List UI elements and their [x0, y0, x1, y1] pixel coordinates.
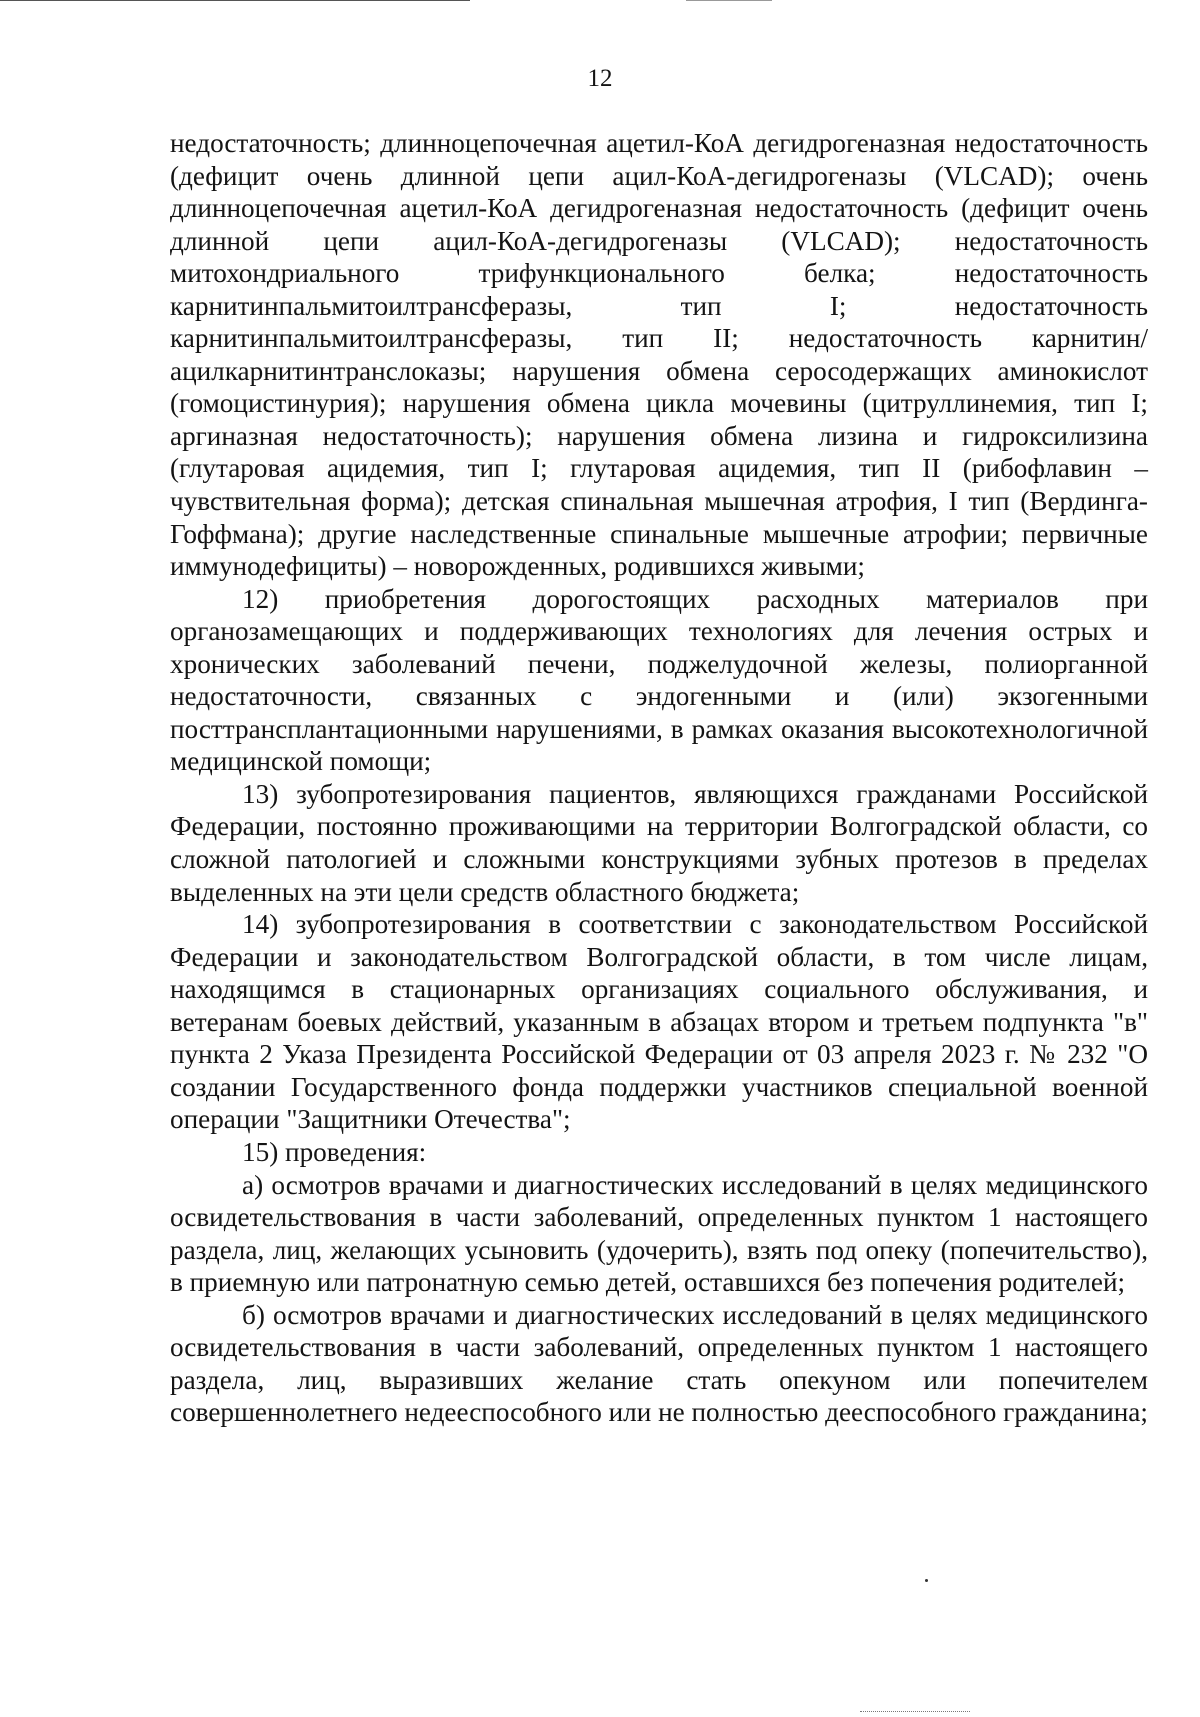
paragraph-item-13: 13) зубопротезирования пациентов, являющихся гражданами Российской Федерации, постоянно проживающими на территории Волгоградской области, со сложной патологией и сложными конструкциями зубных протезов в пределах выделенных на эти цели средств областного бюджета;: [170, 778, 1148, 907]
scan-edge-line-left: [0, 0, 470, 1]
paragraph-item-14: 14) зубопротезирования в соответствии с законодательством Российской Федерации и законодательством Волгоградской области, в том числе лицам, находящимся в стационарных организациях социального обслуживания, и ветеранам боевых действий, указанным в абзацах втором и третьем подпункта "в" пункта 2 Указа Президента Российской Федерации от 03 апреля 2023 г. № 232 "О создании Государственного фонда поддержки участников специальной военной операции "Защитники Отечества";: [170, 909, 1148, 1135]
paragraph-subitem-b: б) осмотров врачами и диагностических исследований в целях медицинского освидетельствования в части заболеваний, определенных пунктом 1 настоящего раздела, лиц, выразивших желание стать опекуном или попечителем совершеннолетнего недееспособного или не полностью дееспособного гражданина;: [170, 1299, 1148, 1428]
scan-edge-line-right: [686, 0, 772, 1]
document-body: [170, 127, 1148, 1429]
scan-edge-mark-bottom: [860, 1711, 970, 1712]
paragraph-subitem-a: а) осмотров врачами и диагностических исследований в целях медицинского освидетельствования в части заболеваний, определенных пунктом 1 настоящего раздела, лиц, желающих усыновить (удочерить), взять под опеку (попечительство), в приемную или патронатную семью детей, оставшихся без попечения родителей;: [170, 1169, 1148, 1298]
paragraph-item-12: 12) приобретения дорогостоящих расходных материалов при органозамещающих и поддерживающих технологиях для лечения острых и хронических заболеваний печени, поджелудочной железы, полиорганной недостаточности, связанных с эндогенными и (или) экзогенными посттрансплантационными нарушениями, в рамках оказания высокотехнологичной медицинской помощи;: [170, 583, 1148, 777]
scan-speck: [925, 1579, 928, 1582]
page-number: 12: [587, 65, 613, 92]
paragraph-item-15: 15) проведения:: [242, 1136, 427, 1167]
paragraph-continuation: недостаточность; длинноцепочечная ацетил-КоА дегидрогеназная недостаточность (дефицит очень длинной цепи ацил-КоА-дегидрогеназы (VLCAD); очень длинноцепочечная ацетил-КоА дегидрогеназная недостаточность (дефицит очень длинной цепи ацил-КоА-дегидрогеназы (VLCAD); недостаточность митохондриального трифункционального белка; недостаточность карнитинпальмитоилтрансферазы, тип I; недостаточность карнитинпальмитоилтрансферазы, тип II; недостаточность карнитин/ацилкарнитинтранслоказы; нарушения обмена серосодержащих аминокислот (гомоцистинурия); нарушения обмена цикла мочевины (цитруллинемия, тип I; аргиназная недостаточность); нарушения обмена лизина и гидроксилизина (глутаровая ацидемия, тип I; глутаровая ацидемия, тип II (рибофлавин – чувствительная форма); детская спинальная мышечная атрофия, I тип (Вердинга-Гоффмана); другие наследственные спинальные мышечные атрофии; первичные иммунодефициты) – новорожденных, родившихся живыми;: [170, 128, 1148, 582]
